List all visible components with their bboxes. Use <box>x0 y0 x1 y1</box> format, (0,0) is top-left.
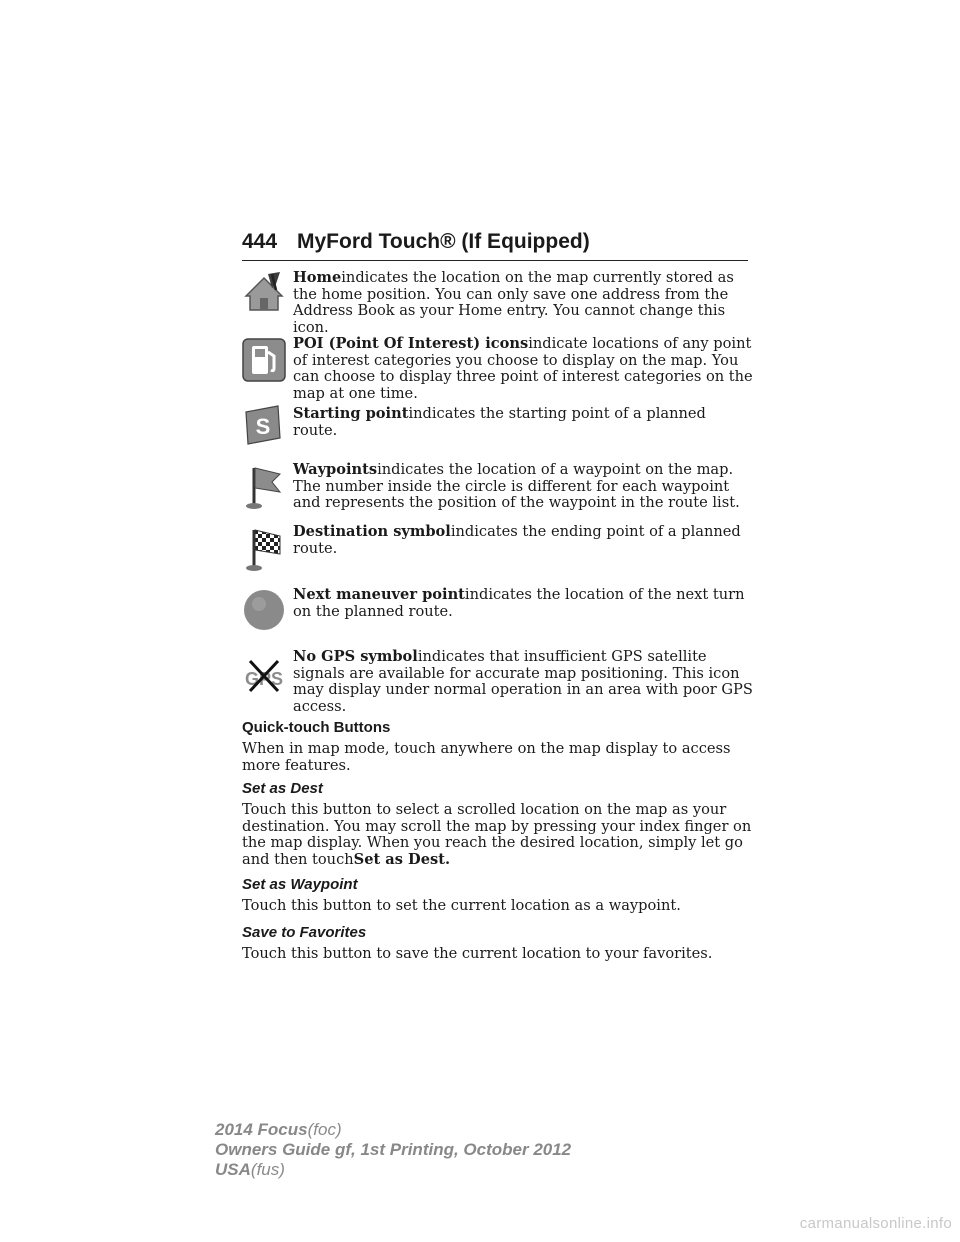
icon-entry-destination <box>242 524 752 572</box>
icon-entry-text: Homeindicates the location on the map currently stored as the home position. You can only save one address from the Address Book as your Home entry. You cannot change this icon. <box>293 269 734 336</box>
icon-entry-text: Starting pointindicates the starting point of a planned route. <box>293 405 706 439</box>
set-as-waypoint-heading: Set as Waypoint <box>242 876 358 893</box>
quick-touch-heading: Quick-touch Buttons <box>242 719 391 736</box>
set-as-waypoint-text: Touch this button to set the current location as a waypoint. <box>242 897 681 914</box>
icon-entry-text: Waypointsindicates the location of a waypoint on the map. The number inside the circle is different for each waypoint and represents the position of the waypoint in the route list. <box>293 461 740 511</box>
icon-entry-no-gps <box>242 648 753 715</box>
no-gps-icon <box>242 655 286 701</box>
quick-touch-intro: When in map mode, touch anywhere on the map display to access more features. <box>242 740 731 774</box>
icon-entry-next-maneuver <box>242 587 752 635</box>
icon-entry-home <box>242 269 752 336</box>
icon-entry-text: POI (Point Of Interest) iconsindicate locations of any point of interest categories you choose to display on the map. You can choose to display three point of interest categories on the map at one time. <box>293 335 753 402</box>
footer-line-1: 2014 Focus(foc) <box>215 1120 342 1139</box>
footer-line-2: Owners Guide gf, 1st Printing, October 2012 <box>215 1140 572 1159</box>
maneuver-point-icon <box>242 587 286 633</box>
svg-text:S: S <box>255 414 271 439</box>
page-footer <box>215 1120 571 1180</box>
save-to-favorites-heading: Save to Favorites <box>242 924 367 941</box>
watermark: carmanualsonline.info <box>799 1215 952 1232</box>
waypoint-flag-icon <box>242 464 286 510</box>
page-header <box>242 230 748 261</box>
page-number: 444 <box>242 230 278 253</box>
footer-line-3: USA(fus) <box>215 1160 285 1179</box>
set-as-dest-heading: Set as Dest <box>242 780 323 797</box>
icon-entry-text: Destination symbolindicates the ending point of a planned route. <box>293 523 741 557</box>
save-to-favorites-text: Touch this button to save the current location to your favorites. <box>242 945 713 962</box>
section-title: MyFord Touch® (If Equipped) <box>297 230 590 253</box>
icon-entry-waypoints <box>242 462 752 512</box>
set-as-dest-text: Touch this button to select a scrolled location on the map as your destination. You may scroll the map by pressing your index finger on the map display. When you reach the desired location, simply let go and then touchSet as Dest. <box>242 801 752 868</box>
destination-checkered-flag-icon <box>242 526 286 572</box>
home-icon <box>242 270 286 316</box>
svg-text:GPS: GPS <box>244 669 284 689</box>
icon-entry-text: No GPS symbolindicates that insufficient GPS satellite signals are available for accurate map positioning. This icon may display under normal operation in an area with poor GPS access. <box>293 648 753 715</box>
icon-entry-poi <box>242 336 752 406</box>
icon-entry-text: Next maneuver pointindicates the location of the next turn on the planned route. <box>293 586 745 620</box>
starting-point-flag-icon <box>242 404 286 450</box>
poi-fuel-icon <box>242 338 286 384</box>
icon-entry-starting-point <box>242 404 752 452</box>
